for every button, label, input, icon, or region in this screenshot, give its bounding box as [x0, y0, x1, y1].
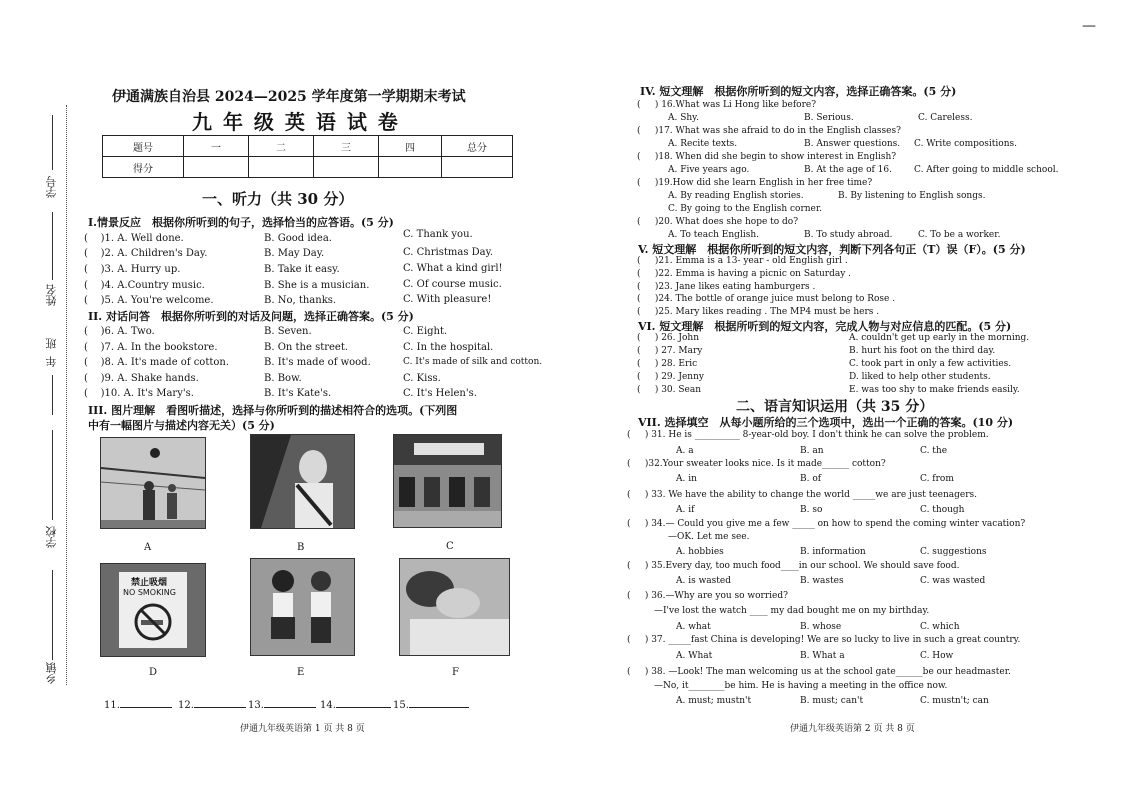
- q20-row: ( )20. What does she hope to do?: [637, 217, 799, 227]
- q17-option-c: C. Write compositions.: [914, 139, 1017, 149]
- q20-option-b: B. To study abroad.: [804, 230, 893, 240]
- sleeping-person-icon: [400, 559, 509, 655]
- answer-paren[interactable]: (: [637, 282, 655, 292]
- q38-option-c: C. mustn't; can: [920, 696, 989, 706]
- answer-paren[interactable]: (: [627, 430, 645, 440]
- answer-paren[interactable]: (: [627, 490, 645, 500]
- sec1-title: I.情景反应 根据你所听到的句子，选择恰当的应答语。(5 分): [88, 216, 394, 229]
- q38-option-a: A. must; mustn't: [676, 696, 752, 706]
- answer-paren[interactable]: (: [637, 126, 655, 136]
- answer-paren[interactable]: (: [637, 333, 655, 343]
- q4-option-b: B. She is a musician.: [264, 280, 370, 291]
- sec7-title: VII. 选择填空 从每小题所给的三个选项中，选出一个正确的答案。(10 分): [638, 416, 1014, 429]
- answer-paren[interactable]: (: [637, 346, 655, 356]
- answer-paren[interactable]: (: [84, 373, 101, 384]
- car-child-icon: [251, 435, 354, 528]
- q28-match: C. took part in only a few activities.: [849, 359, 1012, 369]
- answer-paren[interactable]: (: [637, 100, 655, 110]
- q9-row: ( )9. A. Shake hands.: [84, 373, 199, 384]
- q35-row: ( ) 35.Every day, too much food____in our school. We should save food.: [627, 561, 960, 571]
- answer-paren[interactable]: (: [84, 264, 101, 275]
- q31-option-b: B. an: [800, 446, 824, 456]
- q20-option-c: C. To be a worker.: [918, 230, 1001, 240]
- q34-option-c: C. suggestions: [920, 547, 987, 557]
- answer-paren[interactable]: (: [637, 152, 655, 162]
- answer-paren[interactable]: (: [637, 269, 655, 279]
- q27-row: ( ) 27. Mary: [637, 346, 703, 356]
- side-fill-xuehao: [52, 115, 53, 170]
- footer-left: 伊通九年级英语第 1 页 共 8 页: [240, 724, 365, 734]
- score-row-label: 得分: [103, 157, 184, 178]
- q32-option-b: B. of: [800, 474, 822, 484]
- q9-option-c: C. Kiss.: [403, 373, 441, 384]
- side-label-xuehao: 学号: [45, 176, 58, 198]
- part1-title: 一、听力（共 30 分）: [202, 190, 354, 208]
- q4-row: ( )4. A.Country music.: [84, 280, 205, 291]
- side-fill-school: [52, 430, 53, 520]
- q32-option-a: A. in: [676, 474, 697, 484]
- q2-option-c: C. Christmas Day.: [403, 247, 494, 258]
- answer-paren[interactable]: (: [84, 280, 101, 291]
- score-header-cell: 二: [249, 136, 314, 157]
- q8-row: ( )8. A. It's made of cotton.: [84, 357, 229, 368]
- answer-paren[interactable]: (: [627, 667, 645, 677]
- answer-paren[interactable]: (: [84, 326, 101, 337]
- q18-option-b: B. At the age of 16.: [804, 165, 892, 175]
- answer-blank-12[interactable]: 12.: [178, 698, 246, 711]
- picture-label-f: F: [452, 667, 459, 678]
- answer-paren[interactable]: (: [84, 357, 101, 368]
- answer-paren[interactable]: (: [84, 248, 101, 259]
- q18-option-c: C. After going to middle school.: [914, 165, 1059, 175]
- sec6-title: VI. 短文理解 根据所听到的短文内容，完成人物与对应信息的匹配。(5 分): [638, 320, 1012, 333]
- sec3-title: III. 图片理解 看图听描述，选择与你所听到的描述相符合的选项。(下列图: [88, 404, 458, 417]
- q31-option-c: C. the: [920, 446, 948, 456]
- picture-label-e: E: [297, 667, 305, 678]
- answer-paren[interactable]: (: [84, 342, 101, 353]
- picture-label-c: C: [446, 541, 454, 552]
- picture-c-station: [393, 434, 502, 528]
- sec2-title: II. 对话问答 根据你所听到的对话及问题，选择正确答案。(5 分): [88, 310, 414, 323]
- q35-option-c: C. was wasted: [920, 576, 986, 586]
- answer-blank-15[interactable]: 15.: [393, 698, 469, 711]
- q10-option-c: C. It's Helen's.: [403, 388, 477, 399]
- exam-title-line2: 九 年 级 英 语 试 卷: [192, 110, 400, 134]
- q32-option-c: C. from: [920, 474, 954, 484]
- q37-row: ( ) 37. _____fast China is developing! We are so lucky to live in such a great country.: [627, 635, 1021, 645]
- q17-row: ( )17. What was she afraid to do in the English classes?: [637, 126, 901, 136]
- sign-chinese-text: 禁止吸烟: [131, 578, 168, 588]
- score-header-cell: 一: [184, 136, 249, 157]
- side-label-name: 姓名: [45, 284, 58, 306]
- sec5-title: V. 短文理解 根据你所听到的短文内容，判断下列各句正（T）误（F）。(5 分): [638, 243, 1026, 256]
- answer-paren[interactable]: (: [627, 635, 645, 645]
- q34-row: ( ) 34.— Could you give me a few _____ on how to spend the coming winter vacation?: [627, 519, 1026, 529]
- q17-option-b: B. Answer questions.: [804, 139, 901, 149]
- corner-mark: —: [1082, 18, 1096, 34]
- q16-option-a: A. Shy.: [668, 113, 699, 123]
- q31-row: ( ) 31. He is __________ 8-year-old boy. I don't think he can solve the problem.: [627, 430, 989, 440]
- q37-option-b: B. What a: [800, 651, 845, 661]
- q28-row: ( ) 28. Eric: [637, 359, 698, 369]
- q31-option-a: A. a: [676, 446, 694, 456]
- q6-row: ( )6. A. Two.: [84, 326, 155, 337]
- side-fill-name: [52, 212, 53, 280]
- q2-option-b: B. May Day.: [264, 248, 325, 259]
- q7-row: ( )7. A. In the bookstore.: [84, 342, 218, 353]
- score-input-cell[interactable]: [184, 157, 249, 178]
- q4-option-c: C. Of course music.: [403, 279, 502, 290]
- q10-option-b: B. It's Kate's.: [264, 388, 332, 399]
- q33-option-c: C. though: [920, 505, 965, 515]
- q16-option-b: B. Serious.: [804, 113, 854, 123]
- volleyball-scene-icon: [101, 438, 205, 528]
- side-label-ban: 班: [45, 338, 58, 349]
- picture-label-b: B: [297, 542, 305, 553]
- side-fill-town: [52, 570, 53, 660]
- q30-match: E. was too shy to make friends easily.: [849, 385, 1020, 395]
- q32-row: ( )32.Your sweater looks nice. Is it made______ cotton?: [627, 459, 886, 469]
- answer-paren[interactable]: (: [84, 295, 101, 306]
- answer-paren[interactable]: (: [637, 359, 655, 369]
- answer-blank-13[interactable]: 13.: [248, 698, 316, 711]
- no-smoking-icon: [119, 572, 187, 648]
- q1-row: ( )1. A. Well done.: [84, 233, 184, 244]
- picture-e-students: [250, 558, 355, 656]
- q26-row: ( ) 26. John: [637, 333, 699, 343]
- q33-option-b: B. so: [800, 505, 823, 515]
- q22-row: ( )22. Emma is having a picnic on Saturday .: [637, 269, 852, 279]
- answer-blank-14[interactable]: 14.: [320, 698, 391, 711]
- score-header-cell: 题号: [103, 136, 184, 157]
- q19-option-a: A. By reading English stories.: [668, 191, 804, 201]
- picture-a-volleyball: [100, 437, 206, 529]
- q29-match: D. liked to help other students.: [849, 372, 991, 382]
- side-label-town: 乡镇: [45, 662, 58, 684]
- q38-reply: —No, it________be him. He is having a meeting in the office now.: [654, 681, 948, 691]
- q5-option-c: C. With pleasure!: [403, 294, 492, 305]
- answer-paren[interactable]: (: [84, 233, 101, 244]
- sec4-title: IV. 短文理解 根据你所听到的短文内容，选择正确答案。(5 分): [640, 85, 957, 98]
- side-fill-class: [52, 375, 53, 415]
- q36-row: ( ) 36.—Why are you so worried?: [627, 591, 788, 601]
- answer-paren[interactable]: (: [637, 307, 655, 317]
- q1-option-c: C. Thank you.: [403, 229, 473, 240]
- q19-option-c: C. By going to the English corner.: [668, 204, 823, 214]
- q20-option-a: A. To teach English.: [668, 230, 759, 240]
- score-header-cell: 四: [379, 136, 442, 157]
- q33-row: ( ) 33. We have the ability to change the world _____we are just teenagers.: [627, 490, 978, 500]
- q6-option-b: B. Seven.: [264, 326, 312, 337]
- picture-d-no-smoking: [100, 563, 206, 657]
- q35-option-a: A. is wasted: [676, 576, 731, 586]
- q19-row: ( )19.How did she learn English in her free time?: [637, 178, 873, 188]
- answer-paren[interactable]: (: [627, 561, 645, 571]
- q16-option-c: C. Careless.: [918, 113, 973, 123]
- q6-option-c: C. Eight.: [403, 326, 448, 337]
- part2-title: 二、语言知识运用（共 35 分）: [736, 399, 934, 415]
- q33-option-a: A. if: [676, 505, 695, 515]
- q36-option-c: C. which: [920, 622, 960, 632]
- q37-option-a: A. What: [676, 651, 713, 661]
- q30-row: ( ) 30. Sean: [637, 385, 702, 395]
- picture-f-sleeping: [399, 558, 510, 656]
- binding-line: [66, 105, 67, 685]
- q38-option-b: B. must; can't: [800, 696, 864, 706]
- score-input-cell[interactable]: [379, 157, 442, 178]
- q9-option-b: B. Bow.: [264, 373, 302, 384]
- q18-option-a: A. Five years ago.: [668, 165, 750, 175]
- answer-paren[interactable]: (: [84, 388, 101, 399]
- q18-row: ( )18. When did she begin to show interest in English?: [637, 152, 897, 162]
- q7-option-b: B. On the street.: [264, 342, 349, 353]
- score-table: [102, 135, 513, 178]
- score-input-cell[interactable]: [442, 157, 513, 178]
- q37-option-c: C. How: [920, 651, 954, 661]
- q5-row: ( )5. A. You're welcome.: [84, 295, 214, 306]
- answer-paren[interactable]: (: [637, 385, 655, 395]
- answer-paren[interactable]: (: [627, 519, 645, 529]
- answer-paren[interactable]: (: [637, 372, 655, 382]
- q3-option-c: C. What a kind girl!: [403, 263, 503, 274]
- q34-reply: —OK. Let me see.: [668, 532, 750, 542]
- answer-paren[interactable]: (: [637, 178, 655, 188]
- q19-option-b: B. By listening to English songs.: [838, 191, 986, 201]
- q17-option-a: A. Recite texts.: [668, 139, 738, 149]
- q26-match: A. couldn't get up early in the morning.: [849, 333, 1030, 343]
- q36-option-a: A. what: [676, 622, 711, 632]
- q2-row: ( )2. A. Children's Day.: [84, 248, 208, 259]
- picture-b-seatbelt: [250, 434, 355, 529]
- q27-match: B. hurt his foot on the third day.: [849, 346, 996, 356]
- q36-reply: —I've lost the watch ____ my dad bought me on my birthday.: [654, 606, 930, 616]
- q34-option-b: B. information: [800, 547, 866, 557]
- ticket-hall-icon: [394, 435, 501, 527]
- q8-option-c: C. It's made of silk and cotton.: [403, 357, 543, 367]
- answer-paren[interactable]: (: [637, 256, 655, 266]
- picture-label-a: A: [144, 542, 152, 553]
- score-header-cell: 三: [314, 136, 379, 157]
- score-input-cell[interactable]: [314, 157, 379, 178]
- q35-option-b: B. wastes: [800, 576, 844, 586]
- sec3-title-cont: 中有一幅图片与描述内容无关）(5 分): [88, 419, 275, 432]
- score-input-cell[interactable]: [249, 157, 314, 178]
- answer-paren[interactable]: (: [637, 217, 655, 227]
- q7-option-c: C. In the hospital.: [403, 342, 494, 353]
- q24-row: ( )24. The bottle of orange juice must belong to Rose .: [637, 294, 896, 304]
- sign-english-text: NO SMOKING: [123, 588, 176, 597]
- answer-paren[interactable]: (: [637, 294, 655, 304]
- q29-row: ( ) 29. Jenny: [637, 372, 704, 382]
- answer-blank-11[interactable]: 11.: [104, 698, 172, 711]
- q16-row: ( ) 16.What was Li Hong like before?: [637, 100, 817, 110]
- q5-option-b: B. No, thanks.: [264, 295, 337, 306]
- q36-option-b: B. whose: [800, 622, 842, 632]
- q25-row: ( )25. Mary likes reading . The MP4 must be hers .: [637, 307, 880, 317]
- q23-row: ( )23. Jane likes eating hamburgers .: [637, 282, 816, 292]
- q38-row: ( ) 38. —Look! The man welcoming us at the school gate______be our headmaster.: [627, 667, 1011, 677]
- q8-option-b: B. It's made of wood.: [264, 357, 371, 368]
- q3-row: ( )3. A. Hurry up.: [84, 264, 181, 275]
- q10-row: ( )10. A. It's Mary's.: [84, 388, 194, 399]
- q34-option-a: A. hobbies: [676, 547, 724, 557]
- q3-option-b: B. Take it easy.: [264, 264, 340, 275]
- q21-row: ( )21. Emma is a 13- year - old English girl .: [637, 256, 848, 266]
- exam-title-line1: 伊通满族自治县 2024—2025 学年度第一学期期末考试: [112, 89, 466, 105]
- footer-right: 伊通九年级英语第 2 页 共 8 页: [790, 724, 915, 734]
- side-label-school: 学校: [45, 526, 58, 548]
- students-uniform-icon: [251, 559, 354, 655]
- side-label-nian: 年: [45, 356, 58, 367]
- score-header-cell: 总分: [442, 136, 513, 157]
- answer-paren[interactable]: (: [627, 459, 645, 469]
- q1-option-b: B. Good idea.: [264, 233, 332, 244]
- picture-label-d: D: [149, 667, 158, 678]
- answer-paren[interactable]: (: [627, 591, 645, 601]
